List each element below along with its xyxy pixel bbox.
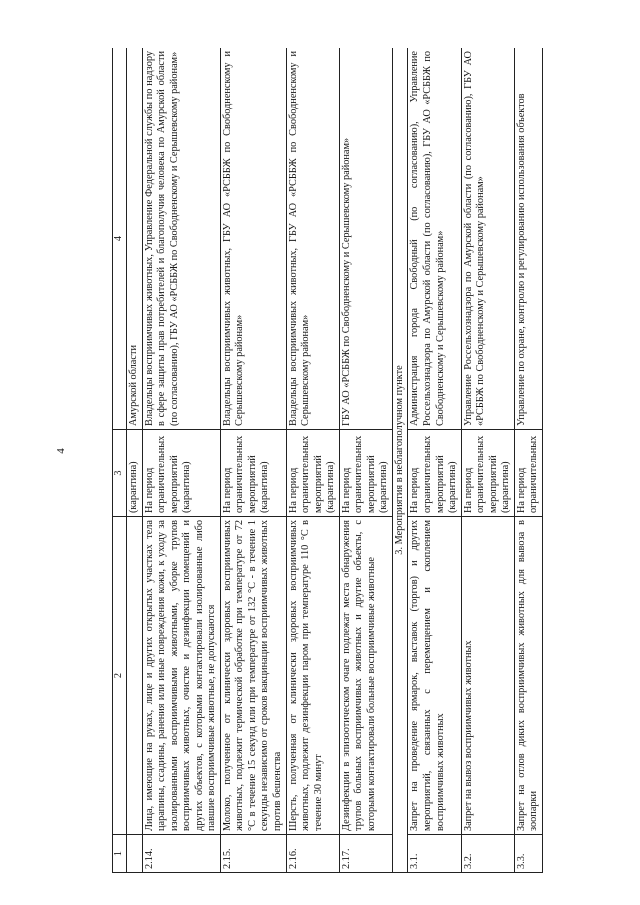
period-cell: На период ограничительных [514, 430, 542, 517]
responsible-cell: Владельцы восприимчивых животных, ГБУ АО «РСББЖ по Свободненскому и Серышевскому районам» [220, 48, 286, 430]
responsible-cell: Владельцы восприимчивых животных, ГБУ АО «РСББЖ по Свободненскому и Серышевскому районам» [286, 48, 339, 430]
section-title: 3. Мероприятия в неблагополучном пункте [392, 48, 408, 873]
responsible-cell: Амурской области [127, 48, 143, 430]
item-number: 2.16. [286, 835, 339, 873]
measure-text: Молоко, полученное от клинически здоровых восприимчивых животных, подлежит термической обработке при температуре от 72 °С в течение 15 секунд или при температуре от 132 °С - в течение 1 секунды независимо от сроков вакцинации восприимчивых животных против бешенства [220, 517, 286, 835]
table-row [408, 48, 461, 873]
responsible-cell: Управление по охране, контролю и регулированию использования объектов [514, 48, 542, 430]
measure-text: Лица, имеющие на руках, лице и других открытых участках тела царапины, ссадины, ранения или иные повреждения кожи, к уходу за изолированными восприимчивыми животными, уборке трупов восприимчивых животных, очистке и дезинфекции помещений и других объектов, с которыми контактировали изолированные либо павшие восприимчивые животные, не допускаются [142, 517, 220, 835]
cell-empty [127, 517, 143, 835]
responsible-cell: ГБУ АО «РСББЖ по Свободненскому и Серышевскому районам» [339, 48, 392, 430]
item-number: 3.3. [514, 835, 542, 873]
period-cell: (карантина) [127, 430, 143, 517]
table-row [461, 48, 514, 873]
responsible-cell: Администрация города Свободный (по согласованию), Управление Россельхознадзора по Амурской области (по согласованию), ГБУ АО «РСББЖ по Свободненскому и Серышевскому районам» [408, 48, 461, 430]
period-cell: На период ограничительных мероприятий (карантина) [142, 430, 220, 517]
carry-over-row [127, 48, 143, 873]
table-row [220, 48, 286, 873]
item-number: 3.2. [461, 835, 514, 873]
item-number: 3.1. [408, 835, 461, 873]
item-number: 2.17. [339, 835, 392, 873]
measure-text: Запрет на вывоз восприимчивых животных [461, 517, 514, 835]
responsible-cell: Владельцы восприимчивых животных, Управление Федеральной службы по надзору в сфере защиты прав потребителей и благополучия человека по Амурской области (по согласованию), ГБУ АО «РСББЖ по Свободненскому и Серышевскому районам» [142, 48, 220, 430]
period-cell: На период ограничительных мероприятий (карантина) [408, 430, 461, 517]
period-cell: На период ограничительных мероприятий (карантина) [461, 430, 514, 517]
table-row [514, 48, 542, 873]
header-col-1: 1 [113, 835, 127, 873]
header-row [113, 48, 127, 873]
rotated-page [112, 48, 597, 873]
item-number: 2.14. [142, 835, 220, 873]
period-cell: На период ограничительных мероприятий (карантина) [220, 430, 286, 517]
section-row [392, 48, 408, 873]
table-row [142, 48, 220, 873]
cell-empty [127, 835, 143, 873]
measure-text: Запрет на проведение ярмарок, выставок (торгов) и других мероприятий, связанных с перемещением и скоплением восприимчивых животных [408, 517, 461, 835]
header-col-2: 2 [113, 517, 127, 835]
measure-text: Дезинфекции в эпизоотическом очаге подлежат места обнаружения трупов больных восприимчивых животных и другие объекты, с которыми контактировали больные восприимчивые животные [339, 517, 392, 835]
period-cell: На период ограничительных мероприятий (карантина) [339, 430, 392, 517]
table-sheet [112, 48, 597, 873]
page-number: 4 [54, 448, 67, 454]
measure-text: Запрет на отлов диких восприимчивых животных для вывоза в зоопарки [514, 517, 542, 835]
responsible-cell: Управление Россельхознадзора по Амурской области (по согласованию), ГБУ АО «РСББЖ по Свободненскому и Серышевскому районам» [461, 48, 514, 430]
measure-text: Шерсть, полученная от клинически здоровых восприимчивых животных, подлежит дезинфекции паром при температуре 110 °С в течение 30 минут [286, 517, 339, 835]
header-col-4: 4 [113, 48, 127, 430]
measures-table [112, 48, 543, 873]
period-cell: На период ограничительных мероприятий (карантина) [286, 430, 339, 517]
table-row [339, 48, 392, 873]
table-row [286, 48, 339, 873]
header-col-3: 3 [113, 430, 127, 517]
item-number: 2.15. [220, 835, 286, 873]
